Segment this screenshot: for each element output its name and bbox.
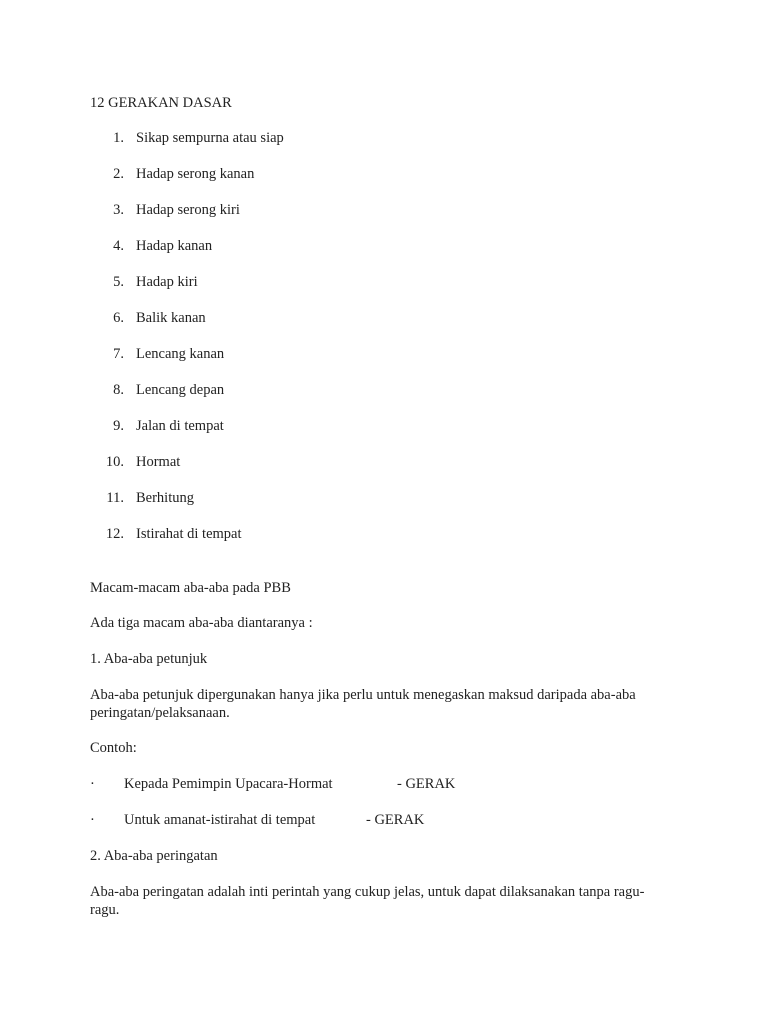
list-item: Berhitung <box>136 490 194 506</box>
contoh-label: Contoh: <box>90 740 137 756</box>
list-item-number: 2. <box>113 166 124 182</box>
section-title: Macam-macam aba-aba pada PBB <box>90 580 291 596</box>
list-item-number: 9. <box>113 418 124 434</box>
list-item: Sikap sempurna atau siap <box>136 130 284 146</box>
example-text: Untuk amanat-istirahat di tempat <box>124 812 316 828</box>
list-item-number: 8. <box>113 382 124 398</box>
list-item-number: 5. <box>113 274 124 290</box>
list-item-number: 10. <box>105 454 124 470</box>
list-item-number: 3. <box>113 202 124 218</box>
bullet: · <box>90 776 95 792</box>
list-item: Istirahat di tempat <box>136 526 242 542</box>
list-item-number: 1. <box>113 130 124 146</box>
list-item: Hadap kiri <box>136 274 198 290</box>
example-command: - GERAK <box>397 776 456 792</box>
list-item-number: 11. <box>106 490 124 506</box>
peringatan-heading: 2. Aba-aba peringatan <box>90 848 218 864</box>
intro-text: Ada tiga macam aba-aba diantaranya : <box>90 615 313 631</box>
list-item: Hadap serong kanan <box>136 166 255 182</box>
example-text: Kepada Pemimpin Upacara-Hormat <box>124 776 333 792</box>
list-item: Hadap serong kiri <box>136 202 240 218</box>
example-command: - GERAK <box>366 812 425 828</box>
list-item-number: 4. <box>113 238 124 254</box>
peringatan-paragraph-line2: ragu. <box>90 902 120 918</box>
list-item-number: 12. <box>105 526 124 542</box>
list-item: Jalan di tempat <box>136 418 224 434</box>
list-item: Hormat <box>136 454 181 470</box>
list-item-number: 6. <box>113 310 124 326</box>
list-item: Lencang kanan <box>136 346 225 362</box>
list-item-number: 7. <box>113 346 124 362</box>
petunjuk-heading: 1. Aba-aba petunjuk <box>90 651 208 667</box>
document-title: 12 GERAKAN DASAR <box>90 95 232 111</box>
list-item: Balik kanan <box>136 310 206 326</box>
peringatan-paragraph-line1: Aba-aba peringatan adalah inti perintah yang cukup jelas, untuk dapat dilaksanakan tanpa ragu- <box>90 884 645 900</box>
list-item: Lencang depan <box>136 382 225 398</box>
bullet: · <box>90 812 95 828</box>
list-item: Hadap kanan <box>136 238 213 254</box>
petunjuk-paragraph-line1: Aba-aba petunjuk dipergunakan hanya jika perlu untuk menegaskan maksud daripada aba-aba <box>90 687 636 703</box>
petunjuk-paragraph-line2: peringatan/pelaksanaan. <box>90 705 230 721</box>
